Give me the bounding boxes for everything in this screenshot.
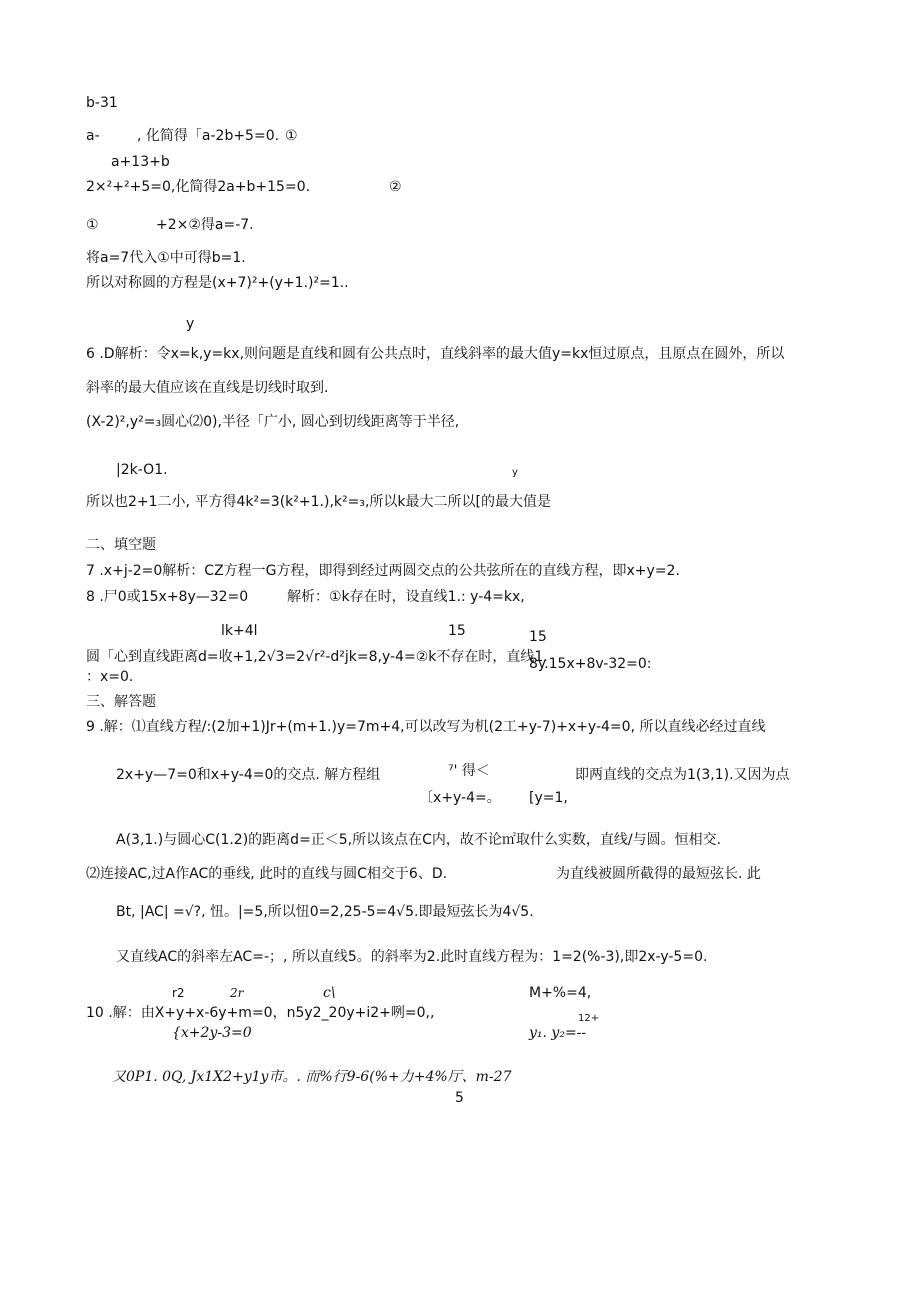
text-line: a+13+b — [111, 154, 170, 170]
text-line: y₁. y₂=-- — [529, 1025, 587, 1041]
text-line: [y=1, — [529, 790, 568, 806]
text-line: ：x=0. — [86, 669, 134, 685]
text-line: r2 — [172, 986, 185, 1000]
section-heading: 三、解答题 — [86, 694, 156, 710]
page-number: 5 — [455, 1090, 464, 1106]
text-line: ⁷' 得＜ — [448, 763, 490, 779]
text-line: 解析：①k存在时，设直线1.: y-4=kx, — [287, 589, 525, 605]
text-line: 12+ — [578, 1013, 600, 1024]
text-line: M+%=4, — [529, 985, 592, 1001]
paragraph-line: 又0P1. 0Q, Jx1X2+y1y市。. 而%行9-6(%+力+4%厅、m-27 — [112, 1069, 512, 1085]
text-line: y — [512, 467, 518, 478]
text-line: b-31 — [86, 95, 118, 111]
text-line: , 化简得「a-2b+5=0. — [137, 128, 280, 144]
text-line: 为直线被圆所截得的最短弦长. 此 — [556, 866, 761, 882]
paragraph-line: 10 .解：由X+y+x-6y+m=0，n5y2_20y+i2+咧=0,, — [86, 1005, 435, 1021]
text-line: 2x+y—7=0和x+y-4=0的交点. 解方程组 — [116, 767, 381, 783]
paragraph-line: Bt, |AC| =√?, 忸。|=5,所以忸0=2,25-5=4√5.即最短弦长为4√5. — [116, 904, 534, 920]
text-line: y — [186, 316, 195, 332]
paragraph-line: 圆「心到直线距离d=收+1,2√3=2√r²-d²jk=8,y-4=②k不存在时，直线1. — [86, 649, 548, 665]
paragraph-line: 9 .解：⑴直线方程/:(2加+1)Jr+(m+1.)y=7m+4,可以改写为机(2工+y-7)+x+y-4=0, 所以直线必经过直线 — [86, 719, 766, 735]
section-heading: 二、填空题 — [86, 537, 156, 553]
text-line: |2k-O1. — [116, 462, 168, 478]
paragraph-line: 6 .D解析：令x=k,y=kx,则问题是直线和圆有公共点时，直线斜率的最大值y=kx恒过原点，且原点在圆外，所以 — [86, 346, 785, 362]
circled-number: ① — [285, 128, 298, 144]
text-line: 即两直线的交点为1(3,1).又因为点 — [575, 767, 790, 783]
paragraph-line: (X-2)²,y²=₃圆心⑵0),半径「广小, 圆心到切线距离等于半径, — [86, 414, 460, 430]
text-line: 将a=7代入①中可得b=1. — [86, 250, 246, 266]
text-line: a- — [86, 128, 100, 144]
text-line: 8y.15x+8v-32=0: — [529, 656, 652, 672]
text-line: lk+4l — [221, 623, 258, 639]
paragraph-line: 7 .x+j-2=0解析：CZ方程一G方程，即得到经过两圆交点的公共弦所在的直线方程，即x+y=2. — [86, 563, 680, 579]
paragraph-line: 斜率的最大值应该在直线是切线时取到. — [86, 380, 329, 396]
text-line: 8 .尸0或15x+8y—32=0 — [86, 589, 249, 605]
text-line: 2×²+²+5=0,化简得2a+b+15=0. — [86, 179, 311, 195]
text-line: 所以对称圆的方程是(x+7)²+(y+1.)²=1.. — [86, 275, 349, 291]
text-line: 15 — [448, 623, 466, 639]
text-line: {x+2y-3=0 — [172, 1025, 252, 1041]
text-line: 15 — [529, 629, 547, 645]
text-line: +2×②得a=-7. — [156, 217, 254, 233]
text-line: ⑵连接AC,过A作AC的垂线, 此时的直线与圆C相交于6、D. — [86, 866, 448, 882]
text-line: c\ — [323, 985, 336, 1001]
circled-number: ② — [389, 179, 402, 195]
paragraph-line: 所以也2+1二小, 平方得4k²=3(k²+1.),k²=₃,所以k最大二所以[的最大值是 — [86, 494, 551, 510]
text-line: 2r — [230, 986, 244, 1000]
text-line: 〔x+y-4=。 — [419, 790, 501, 806]
paragraph-line: 又直线AC的斜率左AC=-；, 所以直线5。的斜率为2.此时直线方程为：1=2(%-3),即2x-y-5=0. — [116, 949, 708, 965]
circled-number: ① — [86, 217, 99, 233]
paragraph-line: A(3,1.)与圆心C(1.2)的距离d=正＜5,所以该点在C内，故不论㎡取什么实数，直线/与圆。恒相交. — [116, 832, 722, 848]
